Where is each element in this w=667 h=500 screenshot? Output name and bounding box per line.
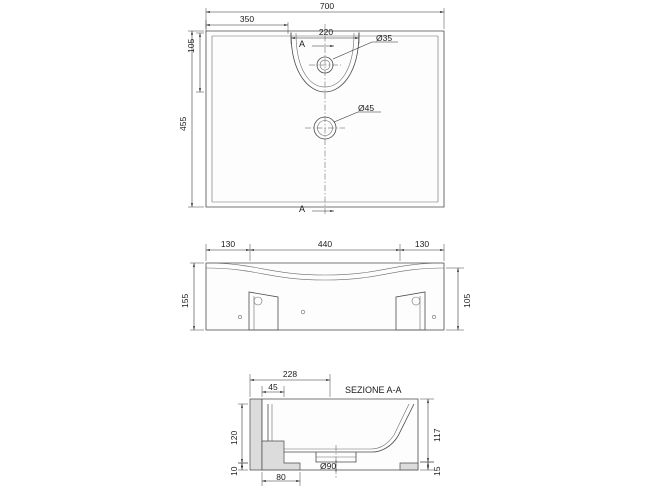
top-view-geometry xyxy=(206,24,444,214)
section-title-label: SEZIONE A-A xyxy=(345,385,402,395)
dim-top-overall-width: 700 xyxy=(319,1,335,11)
dim-section-height-10: 10 xyxy=(229,466,239,476)
front-view-geometry xyxy=(206,263,444,330)
section-mark-a-top: A xyxy=(299,39,306,49)
dim-front-left-leg: 130 xyxy=(220,239,236,249)
dim-front-bowl-height: 105 xyxy=(462,293,472,308)
dim-section-depth-228: 228 xyxy=(282,369,298,379)
dim-waste-diameter: Ø90 xyxy=(320,461,337,471)
dim-tap-hole-diameter: Ø35 xyxy=(376,33,393,43)
dim-front-overall-height: 155 xyxy=(180,293,190,308)
section-mark-a-bottom: A xyxy=(299,204,306,214)
dim-top-overall-depth: 455 xyxy=(178,116,188,131)
dim-top-basin-depth: 105 xyxy=(186,38,196,53)
dim-top-left-offset: 350 xyxy=(239,14,255,24)
dim-section-offset-45: 45 xyxy=(268,382,278,392)
dim-section-width-80: 80 xyxy=(276,472,286,482)
dim-top-inner-width: 220 xyxy=(318,27,334,37)
dim-section-height-117: 117 xyxy=(432,428,442,442)
dim-section-height-120: 120 xyxy=(229,430,239,445)
dim-drain-hole-diameter: Ø45 xyxy=(358,103,375,113)
dim-front-center-span: 440 xyxy=(317,239,333,249)
dim-section-height-15: 15 xyxy=(432,466,442,476)
dim-front-right-leg: 130 xyxy=(414,239,430,249)
